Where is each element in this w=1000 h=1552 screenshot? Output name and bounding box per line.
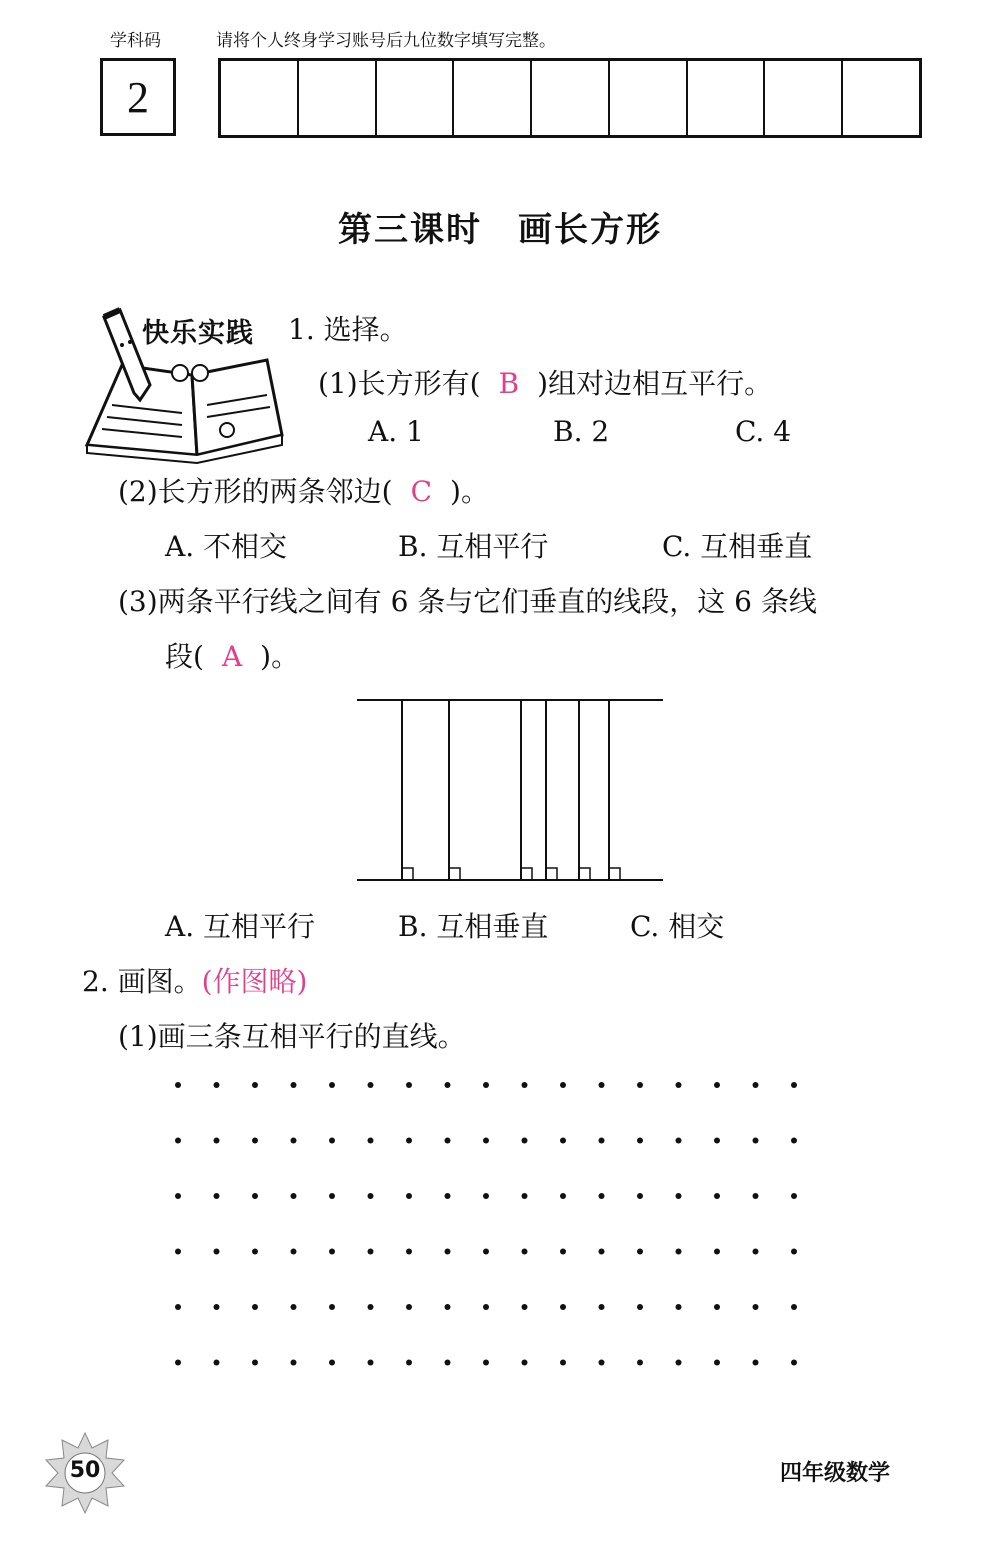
grid-dot[interactable] xyxy=(753,1360,759,1366)
grid-dot[interactable] xyxy=(291,1138,297,1144)
badge-label: 快乐实践 xyxy=(142,318,254,349)
grid-dot[interactable] xyxy=(599,1360,605,1366)
grid-dot[interactable] xyxy=(676,1360,682,1366)
q1-heading: 1. 选择。 xyxy=(288,313,408,346)
grid-dot[interactable] xyxy=(637,1193,643,1199)
q1-part2-suffix: )。 xyxy=(450,475,489,508)
grid-dot[interactable] xyxy=(406,1249,412,1255)
id-digit-box[interactable] xyxy=(608,61,686,135)
option-b[interactable]: B. 互相垂直 xyxy=(398,910,549,943)
grid-dot[interactable] xyxy=(676,1082,682,1088)
grid-dot[interactable] xyxy=(445,1082,451,1088)
grade-label: 四年级数学 xyxy=(780,1461,891,1486)
grid-dot[interactable] xyxy=(522,1249,528,1255)
perpendicular-segments-diagram xyxy=(355,695,667,889)
grid-dot[interactable] xyxy=(406,1138,412,1144)
grid-dot[interactable] xyxy=(522,1138,528,1144)
id-digit-box[interactable] xyxy=(530,61,608,135)
q1-part1-answer[interactable]: B xyxy=(498,367,520,400)
grid-dot[interactable] xyxy=(560,1304,566,1310)
grid-dot[interactable] xyxy=(175,1138,181,1144)
id-digit-box[interactable] xyxy=(297,61,375,135)
grid-dot[interactable] xyxy=(791,1138,797,1144)
q1-part2-answer[interactable]: C xyxy=(410,475,433,508)
grid-dot[interactable] xyxy=(445,1304,451,1310)
grid-dot[interactable] xyxy=(329,1360,335,1366)
grid-dot[interactable] xyxy=(252,1249,258,1255)
grid-dot[interactable] xyxy=(714,1193,720,1199)
q1-part2-stem xyxy=(118,470,489,510)
grid-dot[interactable] xyxy=(522,1193,528,1199)
grid-dot[interactable] xyxy=(560,1249,566,1255)
grid-dot[interactable] xyxy=(175,1082,181,1088)
grid-dot[interactable] xyxy=(291,1082,297,1088)
grid-dot[interactable] xyxy=(714,1360,720,1366)
grid-dot[interactable] xyxy=(560,1082,566,1088)
lesson-title: 第三课时 画长方形 xyxy=(338,210,662,250)
q1-part3-answer[interactable]: A xyxy=(221,640,243,673)
grid-dot[interactable] xyxy=(637,1304,643,1310)
grid-dot[interactable] xyxy=(291,1360,297,1366)
grid-dot[interactable] xyxy=(445,1138,451,1144)
grid-dot[interactable] xyxy=(406,1360,412,1366)
grid-dot[interactable] xyxy=(445,1249,451,1255)
q1-part1-stem xyxy=(318,362,772,402)
grid-dot[interactable] xyxy=(406,1082,412,1088)
grid-dot[interactable] xyxy=(599,1249,605,1255)
account-instruction: 请将个人终身学习账号后九位数字填写完整。 xyxy=(216,31,556,51)
grid-dot[interactable] xyxy=(483,1082,489,1088)
grid-dot[interactable] xyxy=(714,1249,720,1255)
option-b[interactable]: B. 互相平行 xyxy=(398,530,549,563)
perpendicular-segment xyxy=(449,700,460,880)
grid-dot[interactable] xyxy=(791,1304,797,1310)
grid-dot[interactable] xyxy=(560,1193,566,1199)
perpendicular-segment xyxy=(521,700,532,880)
grid-dot[interactable] xyxy=(560,1138,566,1144)
grid-dot[interactable] xyxy=(599,1193,605,1199)
id-digit-box[interactable] xyxy=(375,61,453,135)
option-b[interactable]: B. 2 xyxy=(553,415,610,448)
subject-code-box: 2 xyxy=(100,58,176,136)
grid-dot[interactable] xyxy=(445,1193,451,1199)
grid-dot[interactable] xyxy=(175,1249,181,1255)
grid-dot[interactable] xyxy=(368,1304,374,1310)
grid-dot[interactable] xyxy=(445,1360,451,1366)
q1-part3-suffix: )。 xyxy=(260,640,300,673)
grid-dot[interactable] xyxy=(753,1193,759,1199)
account-id-boxes[interactable] xyxy=(218,58,922,138)
grid-dot[interactable] xyxy=(291,1193,297,1199)
grid-dot[interactable] xyxy=(214,1138,220,1144)
option-c[interactable]: C. 互相垂直 xyxy=(662,530,813,563)
grid-dot[interactable] xyxy=(329,1193,335,1199)
grid-dot[interactable] xyxy=(522,1082,528,1088)
grid-dot[interactable] xyxy=(483,1304,489,1310)
perpendicular-segment xyxy=(546,700,557,880)
grid-dot[interactable] xyxy=(406,1193,412,1199)
practice-badge xyxy=(82,305,287,465)
q2-answer-note: (作图略) xyxy=(201,965,308,998)
grid-dot[interactable] xyxy=(791,1193,797,1199)
page-number: 50 xyxy=(69,1458,101,1483)
perpendicular-segment xyxy=(402,700,413,880)
id-digit-box[interactable] xyxy=(763,61,841,135)
grid-dot[interactable] xyxy=(483,1249,489,1255)
id-digit-box[interactable] xyxy=(841,61,919,135)
q1-part2-prefix: (2)长方形的两条邻边( xyxy=(118,475,393,508)
grid-dot[interactable] xyxy=(214,1193,220,1199)
grid-dot[interactable] xyxy=(483,1360,489,1366)
grid-dot[interactable] xyxy=(676,1304,682,1310)
option-a[interactable]: A. 1 xyxy=(368,415,424,448)
grid-dot[interactable] xyxy=(291,1304,297,1310)
grid-dot[interactable] xyxy=(368,1138,374,1144)
option-a[interactable]: A. 互相平行 xyxy=(165,910,316,943)
option-a[interactable]: A. 不相交 xyxy=(165,530,288,563)
grid-dot[interactable] xyxy=(252,1360,258,1366)
grid-dot[interactable] xyxy=(637,1360,643,1366)
grid-dot[interactable] xyxy=(753,1138,759,1144)
grid-dot[interactable] xyxy=(291,1249,297,1255)
q1-part1-prefix: (1)长方形有( xyxy=(318,367,481,400)
grid-dot[interactable] xyxy=(406,1304,412,1310)
grid-dot[interactable] xyxy=(329,1304,335,1310)
id-digit-box[interactable] xyxy=(221,61,297,135)
grid-dot[interactable] xyxy=(214,1304,220,1310)
grid-dot[interactable] xyxy=(753,1082,759,1088)
q1-part3-stem xyxy=(165,635,299,675)
grid-dot[interactable] xyxy=(329,1138,335,1144)
q2-heading-line xyxy=(82,960,307,1000)
option-c[interactable]: C. 相交 xyxy=(630,910,725,943)
grid-dot[interactable] xyxy=(252,1193,258,1199)
id-digit-box[interactable] xyxy=(452,61,530,135)
grid-dot[interactable] xyxy=(676,1249,682,1255)
grid-dot[interactable] xyxy=(368,1082,374,1088)
q2-part1: (1)画三条互相平行的直线。 xyxy=(118,1020,466,1053)
q1-part3-line1: (3)两条平行线之间有 6 条与它们垂直的线段，这 6 条线 xyxy=(118,585,817,618)
grid-dot[interactable] xyxy=(753,1249,759,1255)
grid-dot[interactable] xyxy=(714,1138,720,1144)
grid-dot[interactable] xyxy=(714,1082,720,1088)
dot-grid[interactable] xyxy=(160,1070,820,1374)
grid-dot[interactable] xyxy=(791,1082,797,1088)
grid-dot[interactable] xyxy=(252,1138,258,1144)
grid-dot[interactable] xyxy=(522,1360,528,1366)
grid-dot[interactable] xyxy=(252,1304,258,1310)
grid-dot[interactable] xyxy=(599,1304,605,1310)
grid-dot[interactable] xyxy=(637,1249,643,1255)
grid-dot[interactable] xyxy=(637,1082,643,1088)
grid-dot[interactable] xyxy=(214,1360,220,1366)
page-number-badge xyxy=(40,1428,130,1522)
grid-dot[interactable] xyxy=(252,1082,258,1088)
grid-dot[interactable] xyxy=(483,1193,489,1199)
perpendicular-segment xyxy=(609,700,620,880)
perpendicular-segment xyxy=(579,700,590,880)
grid-dot[interactable] xyxy=(175,1193,181,1199)
id-digit-box[interactable] xyxy=(686,61,764,135)
grid-dot[interactable] xyxy=(483,1138,489,1144)
grid-dot[interactable] xyxy=(175,1360,181,1366)
grid-dot[interactable] xyxy=(676,1193,682,1199)
grid-dot[interactable] xyxy=(714,1304,720,1310)
grid-dot[interactable] xyxy=(791,1360,797,1366)
grid-dot[interactable] xyxy=(637,1138,643,1144)
q1-part3-prefix: 段( xyxy=(165,640,204,673)
grid-dot[interactable] xyxy=(522,1304,528,1310)
grid-dot[interactable] xyxy=(214,1082,220,1088)
grid-dot[interactable] xyxy=(599,1138,605,1144)
grid-dot[interactable] xyxy=(753,1304,759,1310)
grid-dot[interactable] xyxy=(560,1360,566,1366)
option-c[interactable]: C. 4 xyxy=(735,415,792,448)
grid-dot[interactable] xyxy=(368,1193,374,1199)
grid-dot[interactable] xyxy=(175,1304,181,1310)
grid-dot[interactable] xyxy=(791,1249,797,1255)
q2-heading: 2. 画图。 xyxy=(82,965,202,998)
grid-dot[interactable] xyxy=(329,1249,335,1255)
subject-code-label: 学科码 xyxy=(110,31,161,51)
grid-dot[interactable] xyxy=(368,1360,374,1366)
grid-dot[interactable] xyxy=(368,1249,374,1255)
grid-dot[interactable] xyxy=(676,1138,682,1144)
grid-dot[interactable] xyxy=(214,1249,220,1255)
q1-part1-suffix: )组对边相互平行。 xyxy=(537,367,773,400)
grid-dot[interactable] xyxy=(329,1082,335,1088)
grid-dot[interactable] xyxy=(599,1082,605,1088)
